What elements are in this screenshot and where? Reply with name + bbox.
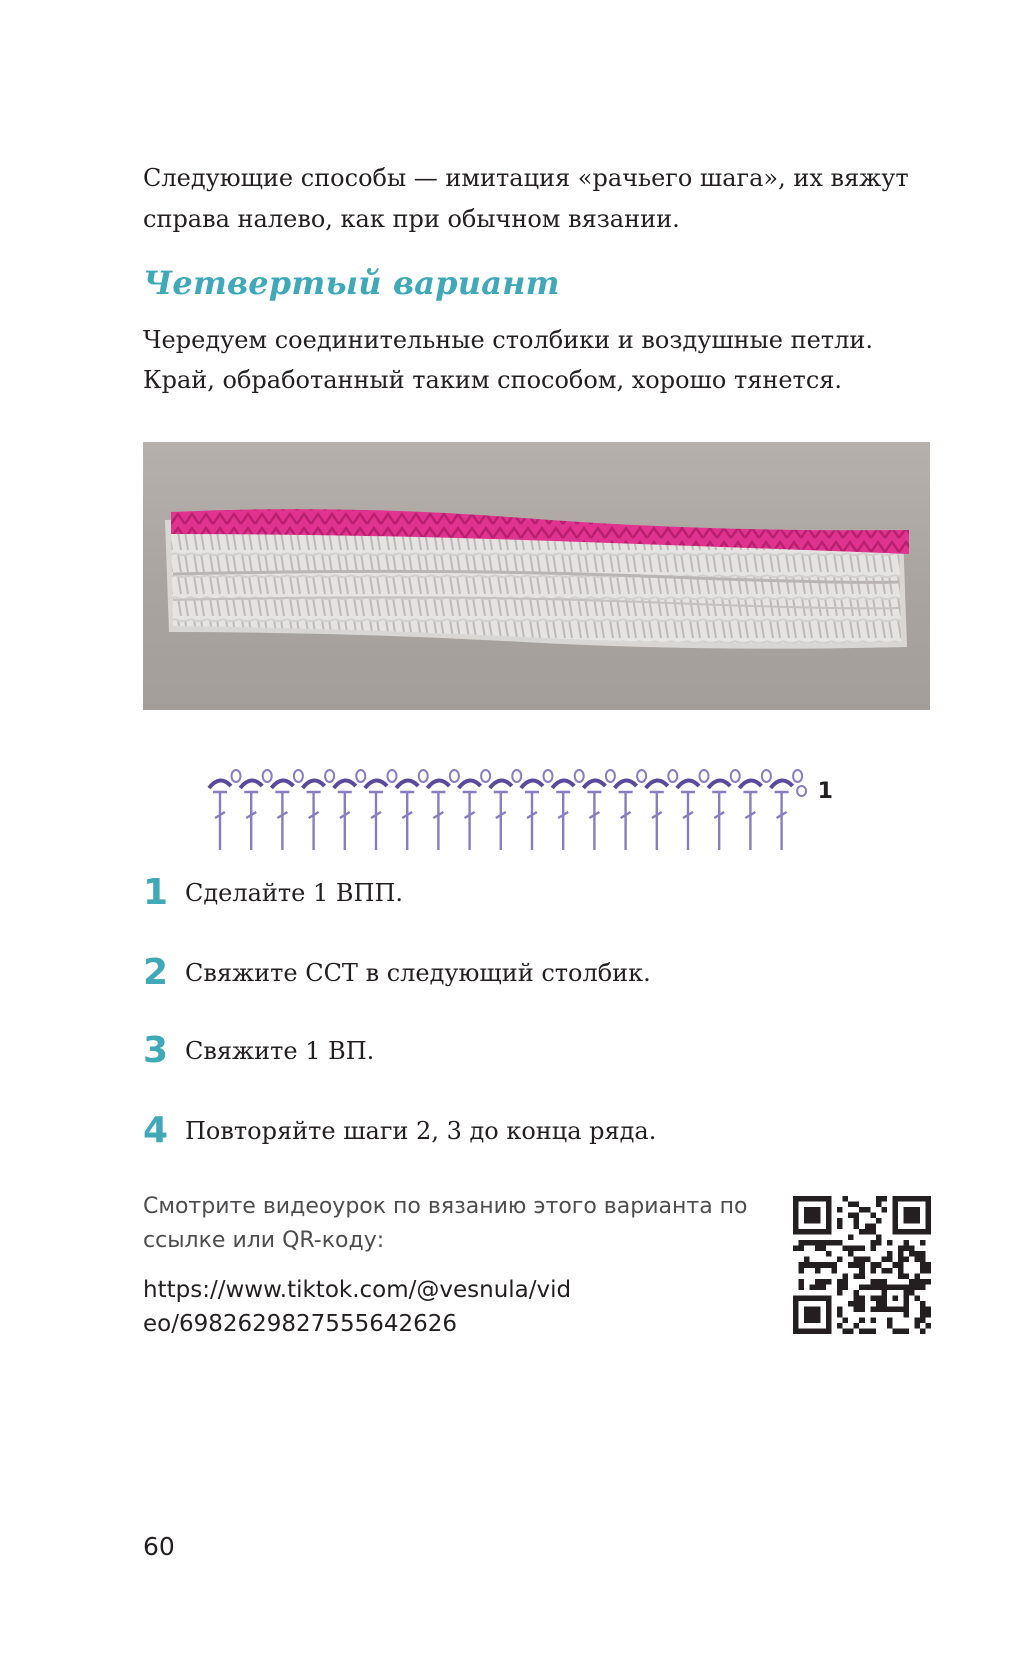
stitch-symbol (552, 770, 584, 850)
stitch-symbol (615, 770, 647, 850)
section-description: Чередуем соединительные столбики и воздушные петли. Край, обработанный таким способом, хорошо тянется. (143, 326, 873, 394)
stitch-symbol (771, 770, 803, 850)
stitch-symbol (739, 770, 771, 850)
step-text: Сделайте 1 ВПП. (185, 879, 404, 907)
stitch-symbol (521, 770, 553, 850)
stitch-symbol (365, 770, 397, 850)
step-text: Свяжите ССТ в следующий столбик. (185, 959, 651, 987)
stitch-symbol (303, 770, 335, 850)
step-number: 1 (143, 872, 169, 913)
qr-code-icon[interactable] (793, 1196, 931, 1334)
stitch-symbol (427, 770, 459, 850)
stitch-diagram (188, 750, 888, 860)
step-text: Свяжите 1 ВП. (185, 1037, 375, 1065)
row-number-label: 1 (817, 779, 833, 804)
step-2 (143, 948, 651, 998)
stitch-symbol (646, 770, 678, 850)
swatch-image (143, 442, 930, 710)
video-link[interactable]: https://www.tiktok.com/@vesnula/video/6982629827555642626 (143, 1277, 572, 1337)
step-3 (143, 1026, 374, 1076)
step-4 (143, 1106, 656, 1156)
crochet-chart (188, 750, 888, 860)
video-note: Смотрите видеоурок по вязанию этого варианта по ссылке или QR-коду: (143, 1194, 748, 1253)
stitch-symbol (271, 770, 303, 850)
stitch-symbol (583, 770, 615, 850)
stitch-symbol (708, 770, 740, 850)
stitch-symbol (677, 770, 709, 850)
crochet-swatch-photo (143, 442, 930, 710)
chain-symbol (797, 786, 806, 796)
stitch-symbol (240, 770, 272, 850)
intro-paragraph: Следующие способы — имитация «рачьего шага», их вяжут справа налево, как при обычном вязании. (143, 164, 909, 233)
stitch-symbol (459, 770, 491, 850)
section-heading: Четвертый вариант (143, 264, 560, 302)
stitch-symbol (396, 770, 428, 850)
stitch-symbol (209, 770, 241, 850)
step-text: Повторяйте шаги 2, 3 до конца ряда. (185, 1117, 657, 1145)
page-number: 60 (143, 1532, 175, 1561)
step-number: 2 (143, 952, 169, 993)
stitch-symbol (490, 770, 522, 850)
step-number: 3 (143, 1030, 169, 1071)
step-1 (143, 868, 403, 918)
step-number: 4 (143, 1110, 169, 1151)
stitch-symbol (334, 770, 366, 850)
